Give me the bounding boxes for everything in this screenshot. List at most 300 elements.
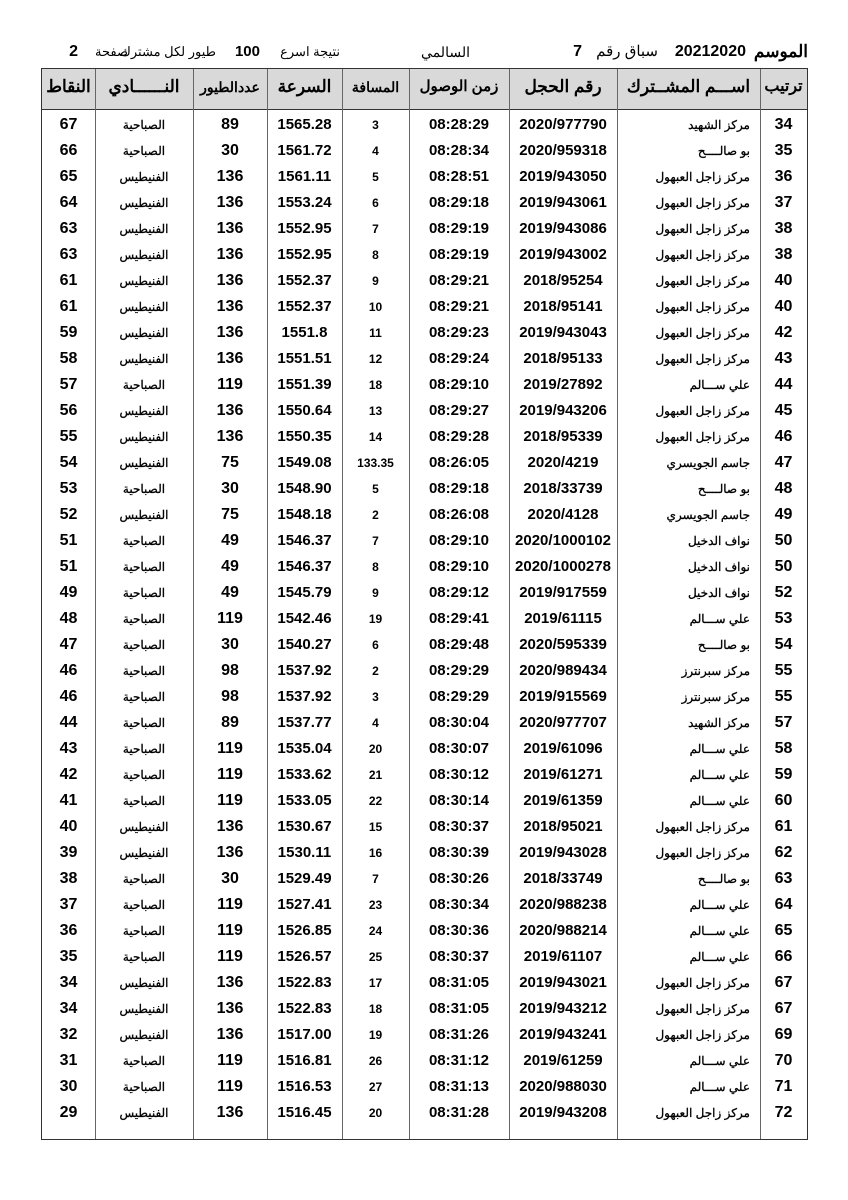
cell-rank: 43 [774,350,793,367]
table-row [42,632,807,658]
cell-ring: 2018/33749 [523,870,603,887]
cell-name: مركز زاجل العبهول [655,1106,750,1120]
cell-points: 57 [59,376,78,393]
cell-club: الصباحية [122,716,166,730]
cell-speed: 1517.00 [277,1026,332,1043]
cell-birds: 119 [217,948,243,965]
cell-rank: 52 [774,584,793,601]
cell-birds: 119 [217,1052,243,1069]
cell-arrival: 08:29:29 [428,688,490,705]
cell-ring: 2019/943050 [519,168,607,185]
cell-arrival: 08:29:18 [428,480,490,497]
cell-distance: 133.35 [357,456,394,470]
cell-club: الصباحية [122,794,166,808]
table-row [42,606,807,632]
cell-distance: 26 [368,1054,383,1068]
table-row [42,892,807,918]
cell-distance: 19 [368,612,383,626]
cell-ring: 2018/95339 [523,428,603,445]
table-header [42,69,807,110]
cell-points: 55 [59,428,78,445]
cell-rank: 66 [774,948,793,965]
cell-arrival: 08:30:37 [428,818,490,835]
cell-club: الفنيطيس [119,248,169,262]
cell-points: 31 [59,1052,78,1069]
cell-arrival: 08:29:41 [428,610,490,627]
cell-speed: 1516.53 [277,1078,332,1095]
cell-points: 49 [59,584,78,601]
table-row [42,164,807,190]
cell-rank: 45 [774,402,793,419]
cell-arrival: 08:30:12 [428,766,490,783]
cell-rank: 47 [774,454,793,471]
cell-speed: 1551.51 [277,350,332,367]
cell-speed: 1542.46 [277,610,332,627]
cell-ring: 2019/61359 [523,792,603,809]
cell-rank: 36 [774,168,793,185]
cell-club: الفنيطيس [119,976,169,990]
cell-birds: 136 [216,1104,244,1121]
cell-birds: 119 [217,792,243,809]
cell-club: الصباحية [122,586,166,600]
cell-ring: 2018/95133 [523,350,603,367]
cell-name: مركز الشهيد [688,716,750,730]
cell-birds: 136 [216,220,244,237]
cell-birds: 136 [216,168,244,185]
cell-rank: 48 [774,480,793,497]
cell-arrival: 08:29:48 [428,636,490,653]
cell-arrival: 08:29:21 [428,272,490,289]
cell-ring: 2019/943028 [519,844,607,861]
cell-birds: 136 [216,272,244,289]
cell-points: 44 [59,714,78,731]
cell-birds: 136 [216,428,244,445]
cell-ring: 2019/61271 [523,766,603,783]
cell-ring: 2019/27892 [523,376,603,393]
cell-birds: 136 [216,1000,244,1017]
cell-distance: 19 [368,1028,383,1042]
table-row [42,944,807,970]
cell-name: مركز زاجل العبهول [655,352,750,366]
cell-club: الفنيطيس [119,300,169,314]
cell-rank: 50 [774,558,793,575]
cell-arrival: 08:30:34 [428,896,490,913]
cell-speed: 1550.64 [277,402,332,419]
cell-ring: 2019/943021 [519,974,607,991]
cell-rank: 65 [774,922,793,939]
cell-birds: 119 [217,740,243,757]
cell-name: مركز زاجل العبهول [655,976,750,990]
cell-birds: 136 [216,974,244,991]
cell-rank: 35 [774,142,793,159]
cell-speed: 1548.18 [277,506,332,523]
cell-birds: 136 [216,818,244,835]
cell-ring: 2020/1000278 [515,558,611,575]
cell-points: 40 [59,818,78,835]
cell-birds: 119 [217,922,243,939]
cell-rank: 57 [774,714,793,731]
cell-name: مركز زاجل العبهول [655,170,750,184]
cell-points: 34 [59,974,78,991]
cell-birds: 75 [221,454,239,471]
cell-speed: 1550.35 [277,428,332,445]
cell-rank: 71 [774,1078,793,1095]
cell-birds: 136 [216,402,244,419]
cell-name: جاسم الجويسري [666,508,750,522]
table-row [42,866,807,892]
cell-name: مركز زاجل العبهول [655,222,750,236]
cell-birds: 30 [221,636,239,653]
cell-ring: 2019/915569 [519,688,607,705]
cell-speed: 1527.41 [277,896,332,913]
cell-arrival: 08:26:05 [428,454,490,471]
cell-points: 64 [59,194,78,211]
cell-name: علي ســـالم [689,768,750,782]
cell-club: الصباحية [122,898,166,912]
col-header-name: اســـم المشــترك [626,77,751,96]
cell-points: 54 [59,454,78,471]
cell-distance: 5 [372,170,379,184]
season-value: 20212020 [674,43,746,60]
cell-name: مركز الشهيد [688,118,750,132]
cell-name: مركز زاجل العبهول [655,430,750,444]
cell-points: 34 [59,1000,78,1017]
cell-name: علي ســـالم [689,1080,750,1094]
cell-rank: 55 [774,688,793,705]
cell-name: مركز زاجل العبهول [655,248,750,262]
cell-points: 51 [59,558,78,575]
table-row [42,1022,807,1048]
cell-points: 58 [59,350,78,367]
cell-speed: 1522.83 [277,1000,332,1017]
cell-birds: 136 [216,194,244,211]
cell-club: الصباحية [122,924,166,938]
cell-ring: 2019/61107 [523,948,603,965]
cell-club: الفنيطيس [119,1106,169,1120]
cell-speed: 1552.95 [277,220,332,237]
race-header [50,40,808,66]
cell-speed: 1530.67 [277,818,332,835]
cell-ring: 2020/595339 [519,636,607,653]
table-row [42,268,807,294]
cell-arrival: 08:29:19 [428,246,490,263]
cell-arrival: 08:31:12 [428,1052,490,1069]
results-table [41,68,808,1140]
cell-speed: 1551.8 [281,324,328,341]
cell-name: نواف الدخيل [687,586,750,600]
cell-ring: 2020/959318 [519,142,607,159]
cell-name: مركز زاجل العبهول [655,1028,750,1042]
cell-distance: 25 [368,950,383,964]
cell-ring: 2020/1000102 [515,532,611,549]
cell-birds: 89 [221,714,239,731]
col-header-club: النــــــادي [108,77,180,96]
cell-birds: 119 [217,610,243,627]
cell-ring: 2020/977707 [519,714,607,731]
cell-name: بو صالــــح [697,482,750,496]
cell-name: علي ســـالم [689,742,750,756]
cell-speed: 1526.85 [277,922,332,939]
cell-birds: 30 [221,480,239,497]
cell-name: علي ســـالم [689,378,750,392]
cell-arrival: 08:29:10 [428,558,490,575]
cell-birds: 30 [221,142,239,159]
table-row [42,528,807,554]
cell-ring: 2019/61096 [523,740,603,757]
table-row [42,138,807,164]
cell-birds: 136 [216,298,244,315]
cell-birds: 98 [221,662,239,679]
cell-club: الصباحية [122,742,166,756]
cell-birds: 136 [216,350,244,367]
cell-arrival: 08:31:26 [428,1026,490,1043]
table-row [42,970,807,996]
cell-name: مركز زاجل العبهول [655,274,750,288]
cell-club: الصباحية [122,638,166,652]
cell-birds: 49 [221,532,239,549]
cell-arrival: 08:30:37 [428,948,490,965]
cell-arrival: 08:29:28 [428,428,490,445]
race-label: سباق رقم [596,43,658,60]
cell-ring: 2019/917559 [519,584,607,601]
cell-distance: 13 [368,404,383,418]
location-name: السالمي [421,44,470,60]
cell-name: علي ســـالم [689,924,750,938]
cell-rank: 49 [774,506,793,523]
cell-rank: 38 [774,220,793,237]
cell-ring: 2019/943043 [519,324,607,341]
cell-rank: 62 [774,844,793,861]
cell-speed: 1546.37 [277,532,332,549]
cell-name: مركز زاجل العبهول [655,300,750,314]
cell-birds: 98 [221,688,239,705]
cell-name: مركز زاجل العبهول [655,846,750,860]
cell-ring: 2020/988214 [519,922,607,939]
cell-arrival: 08:31:05 [428,974,490,991]
cell-distance: 6 [372,196,379,210]
table-row [42,372,807,398]
cell-birds: 136 [216,324,244,341]
cell-distance: 7 [372,872,379,886]
cell-distance: 4 [372,144,379,158]
cell-rank: 67 [774,1000,793,1017]
cell-speed: 1535.04 [277,740,332,757]
cell-distance: 9 [372,586,379,600]
cell-birds: 75 [221,506,239,523]
cell-ring: 2020/988030 [519,1078,607,1095]
cell-name: مركز زاجل العبهول [655,1002,750,1016]
cell-birds: 49 [221,584,239,601]
cell-arrival: 08:29:21 [428,298,490,315]
season-label: الموسم [753,42,808,61]
cell-points: 51 [59,532,78,549]
cell-birds: 119 [217,766,243,783]
cell-points: 59 [59,324,78,341]
cell-speed: 1533.62 [277,766,332,783]
cell-rank: 42 [774,324,793,341]
col-header-points: النقاط [46,77,91,96]
cell-arrival: 08:29:23 [428,324,490,341]
cell-rank: 64 [774,896,793,913]
cell-speed: 1553.24 [277,194,332,211]
cell-points: 47 [59,636,78,653]
table-row [42,684,807,710]
cell-rank: 53 [774,610,793,627]
table-row [42,554,807,580]
cell-speed: 1530.11 [277,844,332,861]
table-row [42,424,807,450]
cell-club: الصباحية [122,560,166,574]
cell-rank: 58 [774,740,793,757]
cell-club: الصباحية [122,950,166,964]
cell-distance: 8 [372,560,379,574]
cell-arrival: 08:30:07 [428,740,490,757]
cell-club: الصباحية [122,872,166,886]
cell-arrival: 08:30:04 [428,714,490,731]
cell-club: الفنيطيس [119,404,169,418]
cell-distance: 11 [369,326,382,340]
cell-distance: 18 [368,378,383,392]
cell-ring: 2019/943086 [519,220,607,237]
cell-distance: 20 [368,1106,383,1120]
cell-distance: 23 [368,898,383,912]
cell-club: الصباحية [122,482,166,496]
cell-points: 61 [59,298,78,315]
cell-name: مركز زاجل العبهول [655,404,750,418]
cell-rank: 67 [774,974,793,991]
cell-rank: 40 [774,272,793,289]
cell-club: الفنيطيس [119,456,169,470]
cell-name: علي ســـالم [689,1054,750,1068]
table-row [42,1074,807,1100]
table-row [42,580,807,606]
table-row [42,788,807,814]
cell-rank: 72 [774,1104,793,1121]
table-row [42,658,807,684]
cell-club: الصباحية [122,768,166,782]
cell-arrival: 08:29:18 [428,194,490,211]
cell-points: 65 [59,168,78,185]
cell-points: 35 [59,948,78,965]
cell-rank: 37 [774,194,793,211]
cell-points: 53 [59,480,78,497]
cell-distance: 18 [368,1002,383,1016]
table-row [42,476,807,502]
cell-name: نواف الدخيل [687,534,750,548]
cell-name: جاسم الجويسري [666,456,750,470]
cell-distance: 2 [372,508,379,522]
cell-ring: 2019/943206 [519,402,607,419]
cell-speed: 1561.11 [277,168,332,185]
cell-distance: 3 [372,690,379,704]
result-text: نتيجة اسرع [280,44,340,59]
cell-club: الصباحية [122,378,166,392]
cell-rank: 40 [774,298,793,315]
cell-club: الفنيطيس [119,1028,169,1042]
cell-arrival: 08:29:27 [428,402,490,419]
cell-club: الصباحية [122,690,166,704]
cell-points: 30 [59,1078,78,1095]
cell-distance: 7 [372,222,379,236]
cell-distance: 15 [368,820,383,834]
cell-speed: 1537.77 [277,714,332,731]
table-row [42,398,807,424]
col-header-rank: ترتيب [764,78,803,95]
cell-distance: 22 [368,794,383,808]
cell-points: 43 [59,740,78,757]
cell-arrival: 08:31:05 [428,1000,490,1017]
table-row [42,502,807,528]
cell-arrival: 08:26:08 [428,506,490,523]
cell-rank: 34 [774,116,793,133]
table-row [42,1100,807,1126]
cell-ring: 2020/988238 [519,896,607,913]
table-row [42,294,807,320]
table-row [42,736,807,762]
cell-points: 63 [59,246,78,263]
table-row [42,112,807,138]
cell-arrival: 08:30:36 [428,922,490,939]
cell-distance: 5 [372,482,379,496]
cell-distance: 27 [368,1080,383,1094]
cell-rank: 50 [774,532,793,549]
table-row [42,840,807,866]
cell-club: الفنيطيس [119,846,169,860]
cell-points: 41 [59,792,78,809]
cell-club: الصباحية [122,612,166,626]
table-row [42,996,807,1022]
cell-name: علي ســـالم [689,950,750,964]
cell-club: الصباحية [122,1054,166,1068]
cell-club: الفنيطيس [119,222,169,236]
cell-distance: 6 [372,638,379,652]
cell-points: 52 [59,506,78,523]
cell-distance: 3 [372,118,379,132]
cell-points: 37 [59,896,78,913]
cell-distance: 24 [368,924,383,938]
table-row [42,450,807,476]
page-label: صفحة [95,44,128,59]
cell-speed: 1533.05 [277,792,332,809]
cell-ring: 2019/943208 [519,1104,607,1121]
cell-arrival: 08:28:51 [428,168,490,185]
cell-club: الصباحية [122,144,166,158]
cell-ring: 2018/33739 [523,480,603,497]
cell-arrival: 08:29:10 [428,376,490,393]
cell-points: 39 [59,844,78,861]
cell-birds: 119 [217,1078,243,1095]
cell-speed: 1552.37 [277,298,332,315]
birds-per-text: طيور لكل مشترك [120,44,216,59]
cell-ring: 2018/95141 [523,298,603,315]
race-number: 7 [573,43,582,60]
cell-club: الصباحية [122,1080,166,1094]
page-number: 2 [69,43,78,60]
cell-club: الفنيطيس [119,326,169,340]
cell-speed: 1552.95 [277,246,332,263]
cell-speed: 1551.39 [277,376,332,393]
cell-arrival: 08:30:39 [428,844,490,861]
cell-birds: 119 [217,896,243,913]
cell-ring: 2020/989434 [519,662,607,679]
cell-rank: 61 [774,818,793,835]
cell-distance: 8 [372,248,379,262]
cell-points: 38 [59,870,78,887]
cell-distance: 9 [372,274,379,288]
cell-ring: 2018/95021 [523,818,603,835]
cell-birds: 49 [221,558,239,575]
cell-distance: 14 [368,430,383,444]
